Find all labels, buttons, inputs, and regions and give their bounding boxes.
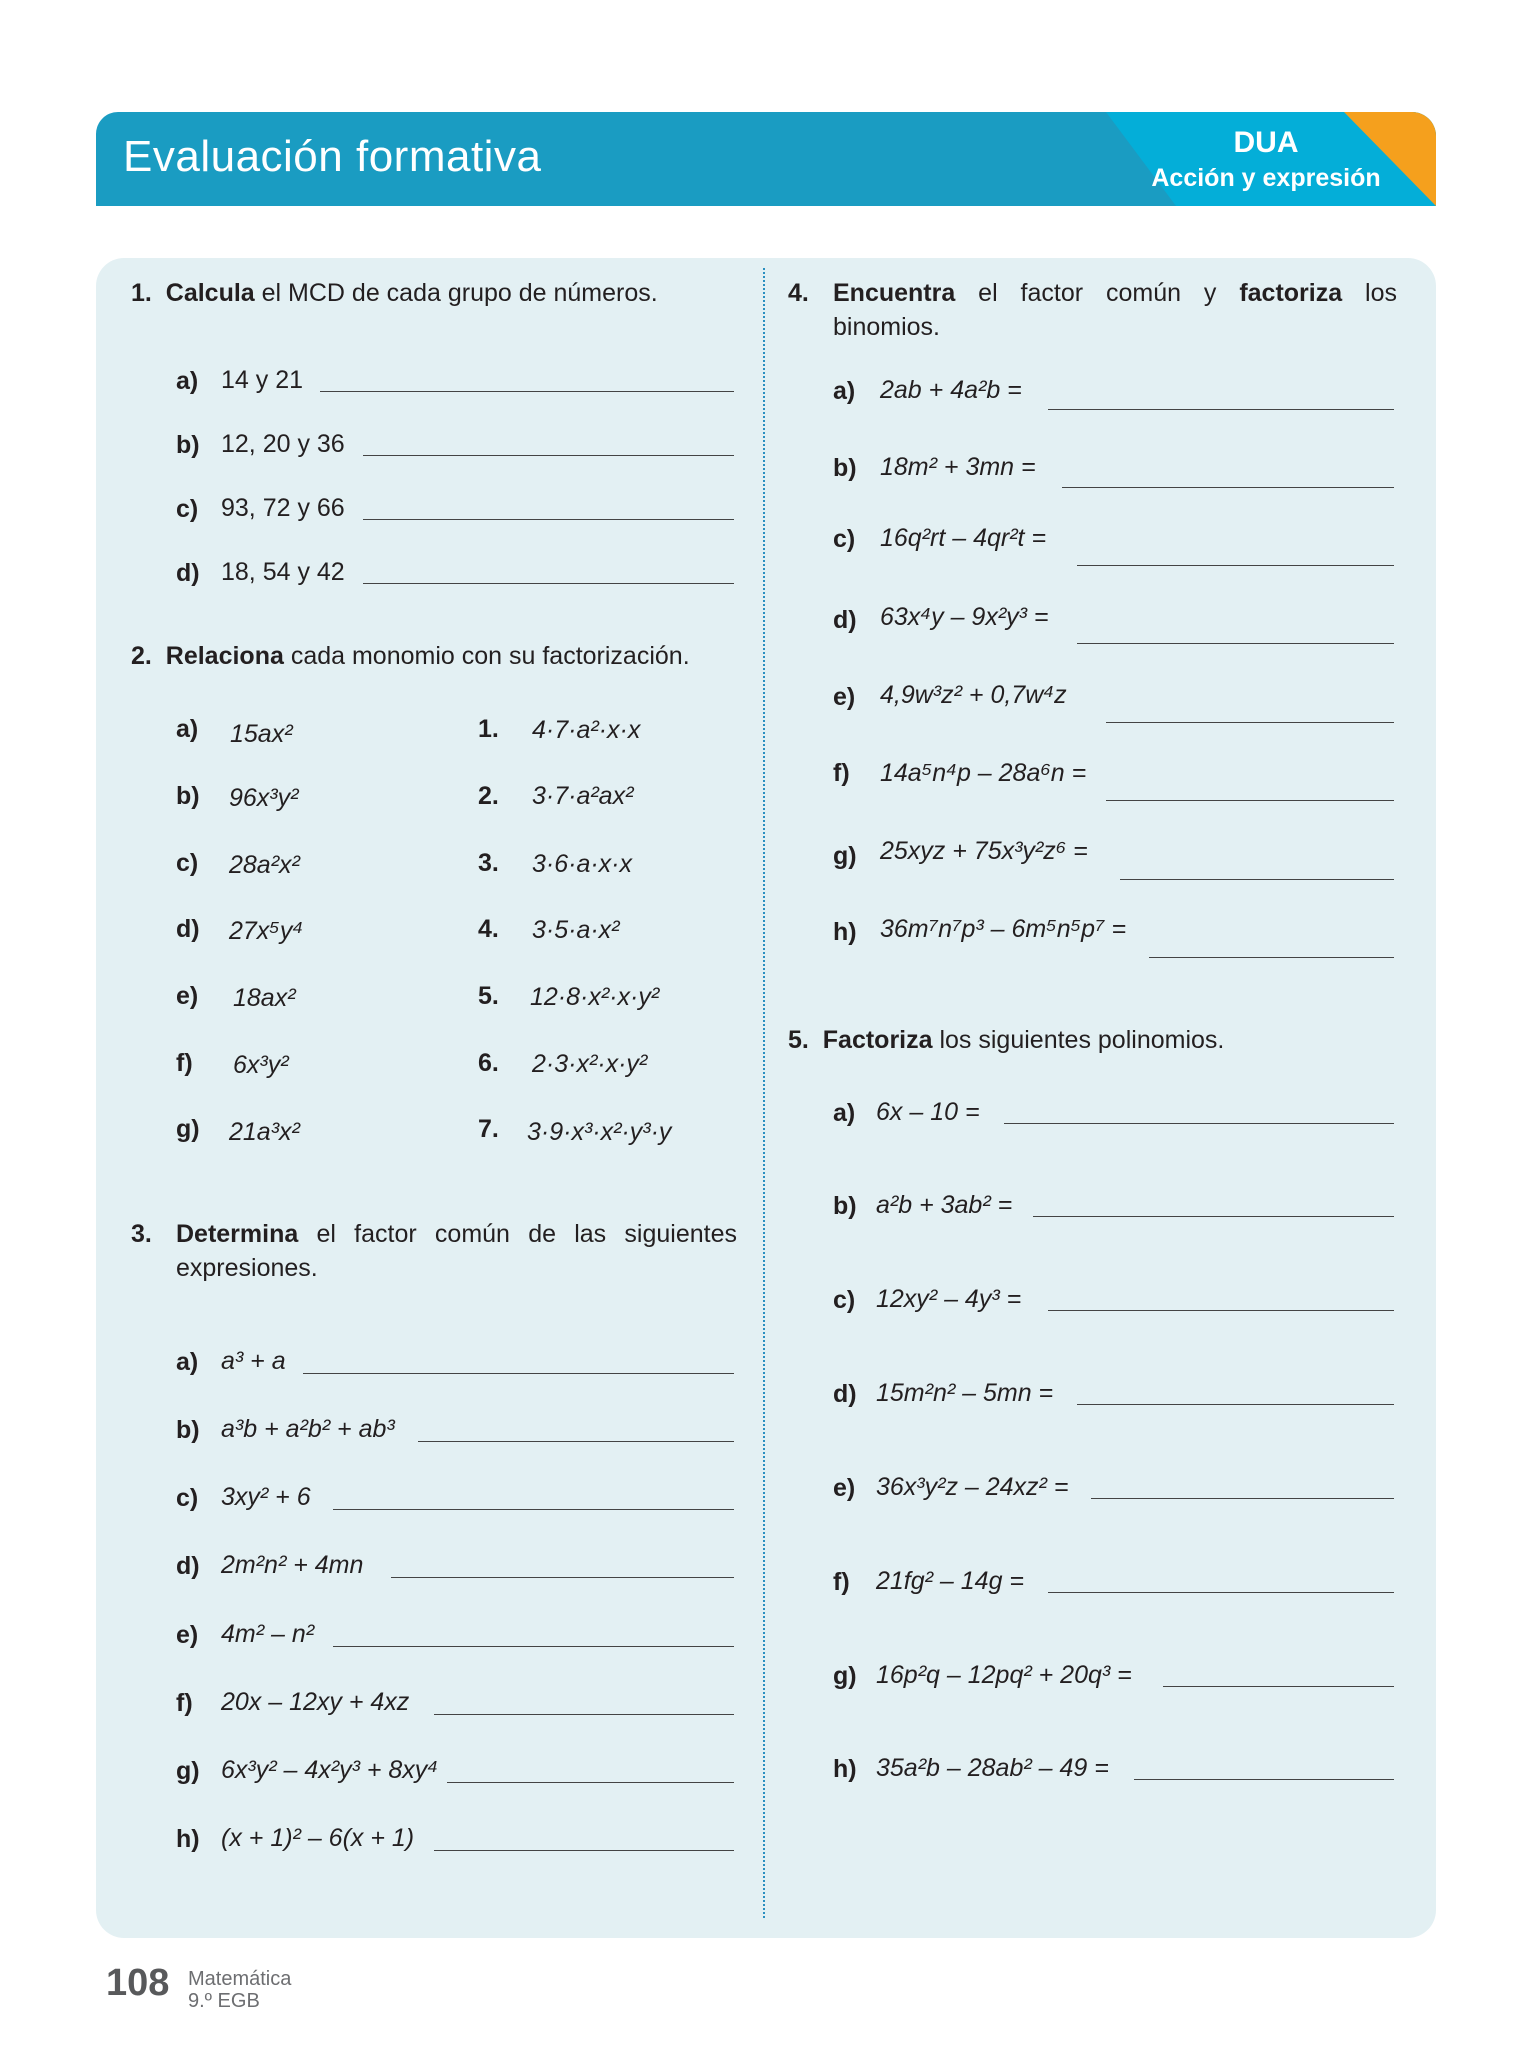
q2-right-number: 1.	[478, 715, 499, 743]
q5-label: b)	[833, 1192, 857, 1220]
polynomial: 16p²q – 12pq² + 20q³ =	[876, 1661, 1132, 1689]
answer-line[interactable]	[1048, 1592, 1394, 1593]
expression: 4m² – n²	[221, 1620, 315, 1648]
answer-line[interactable]	[447, 1782, 734, 1783]
q4-label: a)	[833, 377, 856, 405]
q2-left-label: g)	[176, 1115, 200, 1143]
polynomial: 36x³y²z – 24xz² =	[876, 1473, 1069, 1501]
q2-left-label: a)	[176, 715, 199, 743]
question-2: 2. Relaciona cada monomio con su factorización.	[131, 642, 690, 670]
question-5: 5. Factoriza los siguientes polinomios.	[788, 1026, 1225, 1054]
answer-line[interactable]	[1077, 1404, 1394, 1405]
factorization: 3·6·a·x·x	[532, 850, 633, 878]
page-number: 108	[106, 1962, 170, 2004]
q4-label: g)	[833, 842, 857, 870]
expression: 6x³y² – 4x²y³ + 8xy⁴	[221, 1756, 439, 1784]
q1-expression: 18, 54 y 42	[221, 558, 345, 586]
expression: a³ + a	[221, 1347, 286, 1375]
q3-label: c)	[176, 1484, 199, 1512]
answer-line[interactable]	[434, 1850, 734, 1851]
answer-line[interactable]	[391, 1577, 734, 1578]
answer-line[interactable]	[1033, 1216, 1394, 1217]
question-3-text-line2: expresiones.	[176, 1254, 318, 1282]
q2-right-number: 2.	[478, 782, 499, 810]
binomial: 36m⁷n⁷p³ – 6m⁵n⁵p⁷ =	[880, 915, 1127, 943]
answer-line[interactable]	[333, 1509, 734, 1510]
answer-line[interactable]	[1120, 879, 1394, 880]
answer-line[interactable]	[1077, 643, 1394, 644]
monomial: 21a³x²	[229, 1118, 300, 1146]
answer-line[interactable]	[1048, 1310, 1394, 1311]
answer-line[interactable]	[1048, 409, 1394, 410]
binomial: 4,9w³z² + 0,7w⁴z	[880, 681, 1067, 709]
q1-expression: 93, 72 y 66	[221, 494, 345, 522]
expression: 2m²n² + 4mn	[221, 1551, 364, 1579]
question-3: 3.	[131, 1220, 152, 1248]
factorization: 3·9·x³·x²·y³·y	[527, 1118, 672, 1146]
monomial: 18ax²	[233, 984, 296, 1012]
answer-line[interactable]	[1091, 1498, 1394, 1499]
monomial: 15ax²	[230, 720, 293, 748]
q5-label: f)	[833, 1568, 850, 1596]
answer-line[interactable]	[363, 519, 734, 520]
expression: 20x – 12xy + 4xz	[221, 1688, 410, 1716]
factorization: 3·5·a·x²	[532, 916, 620, 944]
answer-line[interactable]	[1077, 565, 1394, 566]
question-1: 1. Calcula el MCD de cada grupo de números.	[131, 279, 658, 307]
q1-expression: 12, 20 y 36	[221, 430, 345, 458]
factorization: 4·7·a²·x·x	[532, 716, 641, 744]
factorization: 3·7·a²ax²	[532, 782, 634, 810]
q5-label: d)	[833, 1380, 857, 1408]
answer-line[interactable]	[333, 1646, 734, 1647]
q5-label: c)	[833, 1286, 856, 1314]
q2-right-number: 5.	[478, 982, 499, 1010]
grade-label: 9.º EGB	[188, 1990, 260, 2012]
monomial: 27x⁵y⁴	[229, 917, 304, 945]
answer-line[interactable]	[320, 391, 734, 392]
q3-label: h)	[176, 1825, 200, 1853]
answer-line[interactable]	[418, 1441, 734, 1442]
q2-right-number: 7.	[478, 1115, 499, 1143]
q3-label: f)	[176, 1689, 193, 1717]
q5-label: a)	[833, 1099, 856, 1127]
expression: a³b + a²b² + ab³	[221, 1415, 395, 1443]
answer-line[interactable]	[303, 1373, 734, 1374]
q2-right-number: 6.	[478, 1049, 499, 1077]
question-4-text-line2: binomios.	[833, 313, 940, 341]
q5-label: h)	[833, 1755, 857, 1783]
polynomial: 35a²b – 28ab² – 49 =	[876, 1754, 1109, 1782]
q1-expression: 14 y 21	[221, 366, 304, 394]
section-title: Evaluación formativa	[123, 132, 542, 181]
binomial: 63x⁴y – 9x²y³ =	[880, 603, 1049, 631]
q4-label: b)	[833, 454, 857, 482]
dua-sublabel: Acción y expresión	[1151, 164, 1381, 192]
answer-line[interactable]	[1106, 800, 1394, 801]
column-divider	[763, 268, 765, 1918]
monomial: 28a²x²	[229, 851, 300, 879]
question-4: 4.	[788, 279, 809, 307]
question-4-text: Encuentra el factor común y factoriza los	[833, 279, 1398, 307]
answer-line[interactable]	[1163, 1686, 1394, 1687]
polynomial: 15m²n² – 5mn =	[876, 1379, 1054, 1407]
q1-label: b)	[176, 431, 200, 459]
q3-label: e)	[176, 1621, 199, 1649]
binomial: 18m² + 3mn =	[880, 453, 1036, 481]
monomial: 6x³y²	[233, 1051, 289, 1079]
q4-label: h)	[833, 918, 857, 946]
answer-line[interactable]	[363, 583, 734, 584]
binomial: 25xyz + 75x³y²z⁶ =	[880, 837, 1088, 865]
section-header	[96, 112, 1436, 206]
q3-label: g)	[176, 1757, 200, 1785]
q2-left-label: d)	[176, 915, 200, 943]
q2-right-number: 4.	[478, 915, 499, 943]
polynomial: a²b + 3ab² =	[876, 1191, 1013, 1219]
polynomial: 21fg² – 14g =	[876, 1567, 1025, 1595]
q2-left-label: f)	[176, 1049, 193, 1077]
answer-line[interactable]	[1106, 722, 1394, 723]
binomial: 16q²rt – 4qr²t =	[880, 524, 1047, 552]
q1-label: a)	[176, 367, 199, 395]
answer-line[interactable]	[1062, 487, 1394, 488]
answer-line[interactable]	[434, 1714, 734, 1715]
monomial: 96x³y²	[229, 784, 299, 812]
q2-right-number: 3.	[478, 849, 499, 877]
binomial: 14a⁵n⁴p – 28a⁶n =	[880, 759, 1087, 787]
q4-label: f)	[833, 759, 850, 787]
q2-left-label: b)	[176, 782, 200, 810]
dua-label: DUA	[1233, 126, 1299, 159]
answer-line[interactable]	[1004, 1123, 1394, 1124]
binomial: 2ab + 4a²b =	[880, 376, 1022, 404]
factorization: 12·8·x²·x·y²	[530, 983, 660, 1011]
q4-label: c)	[833, 525, 856, 553]
polynomial: 12xy² – 4y³ =	[876, 1285, 1022, 1313]
subject-label: Matemática	[188, 1968, 292, 1990]
q2-left-label: c)	[176, 849, 199, 877]
q2-left-label: e)	[176, 982, 199, 1010]
answer-line[interactable]	[1149, 957, 1394, 958]
q3-label: a)	[176, 1348, 199, 1376]
q1-label: c)	[176, 495, 199, 523]
q4-label: e)	[833, 683, 856, 711]
answer-line[interactable]	[1134, 1779, 1394, 1780]
question-3-text: Determina el factor común de las siguientes	[176, 1220, 737, 1248]
q4-label: d)	[833, 606, 857, 634]
q3-label: b)	[176, 1416, 200, 1444]
q5-label: e)	[833, 1474, 856, 1502]
q3-label: d)	[176, 1552, 200, 1580]
factorization: 2·3·x²·x·y²	[532, 1050, 648, 1078]
q5-label: g)	[833, 1662, 857, 1690]
polynomial: 6x – 10 =	[876, 1098, 980, 1126]
expression: 3xy² + 6	[221, 1483, 311, 1511]
expression: (x + 1)² – 6(x + 1)	[221, 1824, 415, 1852]
answer-line[interactable]	[363, 455, 734, 456]
q1-label: d)	[176, 559, 200, 587]
